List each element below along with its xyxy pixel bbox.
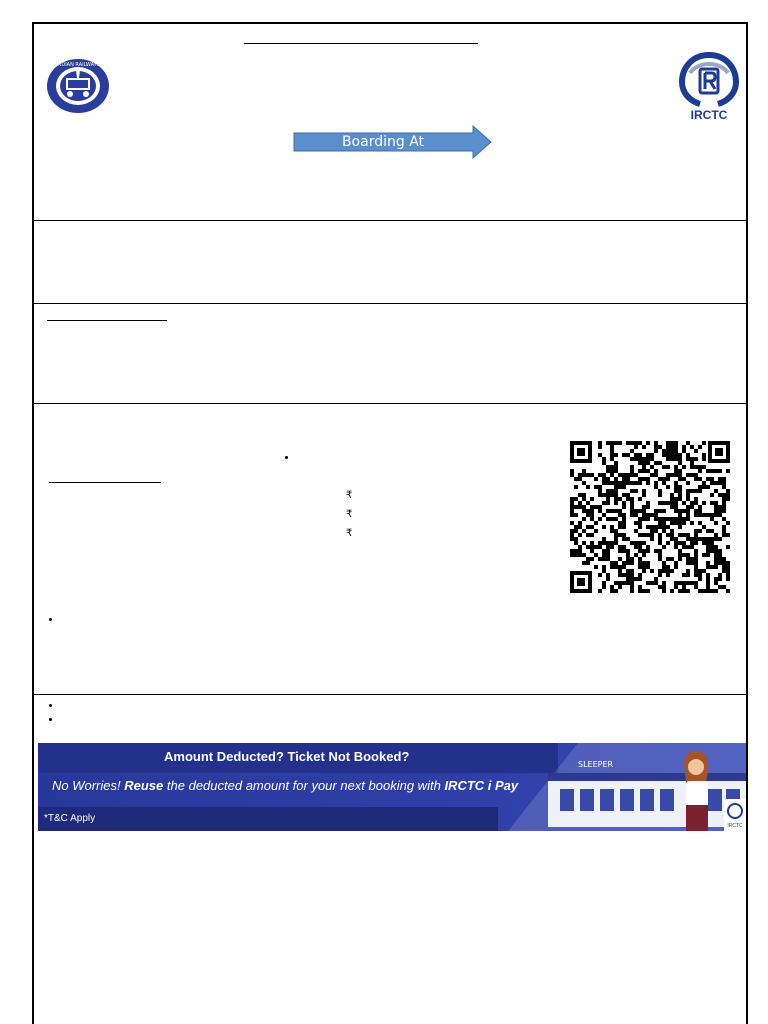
qr-code-icon	[570, 441, 730, 593]
rupee-symbol: ₹	[346, 528, 353, 539]
indian-railways-logo-icon	[46, 58, 110, 114]
banner-sub-reuse: Reuse	[124, 778, 164, 793]
banner-subline	[52, 778, 518, 793]
section-divider-4	[34, 694, 746, 695]
ticket-frame	[32, 22, 748, 1024]
banner-sub-start: No Worries!	[52, 778, 121, 793]
banner-headline: Amount Deducted? Ticket Not Booked?	[164, 749, 410, 764]
fare-heading-underline	[49, 482, 161, 483]
section-divider-3	[34, 403, 746, 404]
list-bullet	[285, 456, 288, 459]
banner-bottom-strip	[38, 807, 498, 831]
header-title-underline	[244, 43, 478, 44]
irctc-logo-text: IRCTC	[690, 108, 728, 122]
list-bullet	[49, 618, 52, 621]
section-heading-underline	[47, 320, 167, 321]
boarding-at-label: Boarding At	[341, 134, 425, 150]
banner-logo-text: IRCTC	[727, 823, 743, 829]
rupee-symbol: ₹	[346, 509, 353, 520]
section-divider-1	[34, 220, 746, 221]
ir-ring-text: INDIAN RAILWAYS	[56, 62, 100, 68]
banner-sub-brand: IRCTC i Pay	[444, 778, 519, 793]
coach-label: SLEEPER	[578, 760, 614, 769]
list-bullet	[49, 718, 52, 721]
banner-tc: *T&C Apply	[44, 813, 96, 824]
train-illustration-icon	[508, 743, 746, 831]
irctc-logo-icon	[678, 51, 740, 123]
banner-sub-middle: the deducted amount for your next booking with	[166, 778, 441, 793]
irctc-ipay-banner[interactable]	[38, 743, 746, 831]
rupee-symbol: ₹	[346, 490, 353, 501]
section-divider-2	[34, 303, 746, 304]
list-bullet	[49, 704, 52, 707]
